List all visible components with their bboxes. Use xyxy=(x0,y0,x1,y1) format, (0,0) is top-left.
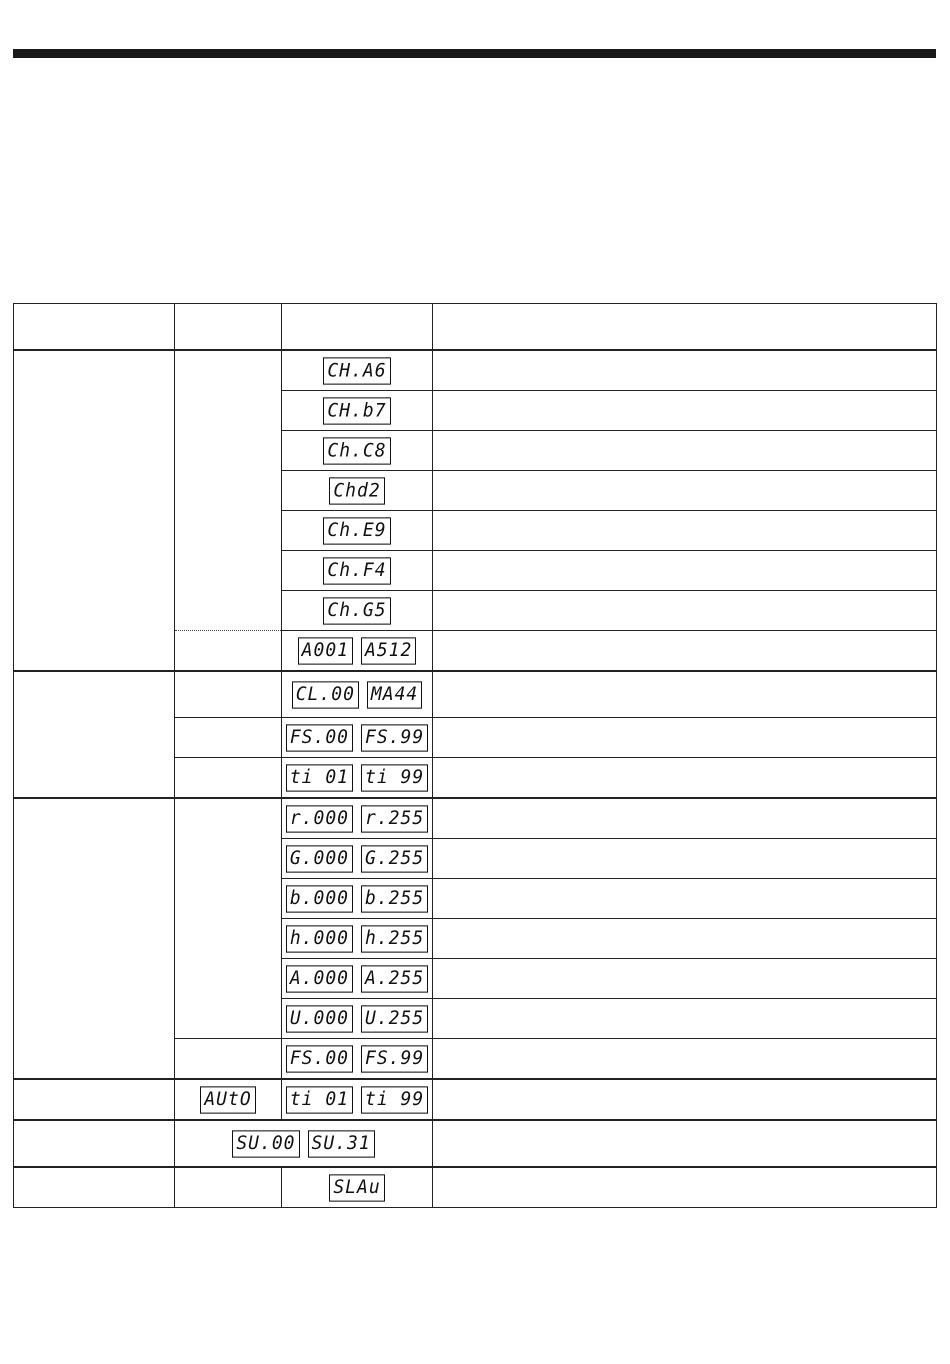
description-cell xyxy=(433,551,937,591)
header-cell-4 xyxy=(433,304,937,351)
lcd-display: ti 01 xyxy=(286,764,353,791)
description-cell xyxy=(433,631,937,672)
display-cell xyxy=(282,551,433,591)
group-5-cell xyxy=(14,1120,175,1167)
lcd-display: CH.b7 xyxy=(323,397,390,424)
header-cell-1 xyxy=(14,304,175,351)
table-row xyxy=(14,1167,937,1208)
display-cell xyxy=(282,879,433,919)
description-cell xyxy=(433,839,937,879)
table-row xyxy=(14,798,937,839)
group-1-sub-cell-2 xyxy=(175,631,282,672)
lcd-display: ti 01 xyxy=(286,1086,353,1113)
lcd-display: FS.00 xyxy=(286,724,353,751)
description-cell xyxy=(433,1079,937,1120)
lcd-display: FS.00 xyxy=(286,1045,353,1072)
description-cell xyxy=(433,471,937,511)
lcd-display: SU.00 xyxy=(232,1130,299,1157)
group-2-sub-cell xyxy=(175,758,282,799)
display-cell xyxy=(282,919,433,959)
display-cell xyxy=(175,1120,433,1167)
display-cell xyxy=(282,591,433,631)
auto-cell xyxy=(175,1079,282,1120)
table-header-row xyxy=(14,304,937,351)
display-cell xyxy=(282,798,433,839)
lcd-display: Ch.C8 xyxy=(323,437,390,464)
display-cell xyxy=(282,511,433,551)
description-cell xyxy=(433,718,937,758)
description-cell xyxy=(433,671,937,718)
description-cell xyxy=(433,999,937,1039)
lcd-display: ti 99 xyxy=(361,764,428,791)
lcd-display: ti 99 xyxy=(361,1086,428,1113)
display-cell xyxy=(282,350,433,391)
description-cell xyxy=(433,959,937,999)
description-cell xyxy=(433,1167,937,1208)
group-6-cell xyxy=(14,1167,175,1208)
group-1-cell xyxy=(14,350,175,671)
display-cell xyxy=(282,391,433,431)
description-cell xyxy=(433,758,937,799)
lcd-display: AUtO xyxy=(200,1086,255,1113)
group-3-sub-cell-2 xyxy=(175,1039,282,1080)
display-cell xyxy=(282,471,433,511)
header-cell-3 xyxy=(282,304,433,351)
lcd-display: r.000 xyxy=(286,805,353,832)
lcd-display: CH.A6 xyxy=(323,357,390,384)
lcd-display: Ch.E9 xyxy=(323,517,390,544)
table-row xyxy=(14,1079,937,1120)
lcd-display: FS.99 xyxy=(361,1045,428,1072)
lcd-display: CL.00 xyxy=(292,681,359,708)
description-cell xyxy=(433,431,937,471)
description-cell xyxy=(433,350,937,391)
description-cell xyxy=(433,1120,937,1167)
description-cell xyxy=(433,798,937,839)
table-row xyxy=(14,350,937,391)
group-1-sub-cell xyxy=(175,350,282,631)
table-row xyxy=(14,671,937,718)
display-cell xyxy=(282,671,433,718)
group-2-cell xyxy=(14,671,175,798)
header-cell-2 xyxy=(175,304,282,351)
lcd-display: h.000 xyxy=(286,925,353,952)
group-6-sub-cell xyxy=(175,1167,282,1208)
lcd-display: A512 xyxy=(361,637,416,664)
menu-table xyxy=(13,303,937,1208)
group-3-cell xyxy=(14,798,175,1079)
display-cell xyxy=(282,839,433,879)
group-2-sub-cell xyxy=(175,718,282,758)
description-cell xyxy=(433,879,937,919)
lcd-display: SU.31 xyxy=(308,1130,375,1157)
lcd-display: SLAu xyxy=(329,1174,384,1201)
top-rule xyxy=(13,49,936,58)
group-2-sub-cell xyxy=(175,671,282,718)
display-cell xyxy=(282,1079,433,1120)
lcd-display: h.255 xyxy=(361,925,428,952)
description-cell xyxy=(433,391,937,431)
lcd-display: G.000 xyxy=(286,845,353,872)
group-4-cell xyxy=(14,1079,175,1120)
lcd-display: Ch.G5 xyxy=(323,597,390,624)
lcd-display: Ch.F4 xyxy=(323,557,390,584)
display-cell xyxy=(282,631,433,672)
lcd-display: A001 xyxy=(298,637,353,664)
description-cell xyxy=(433,511,937,551)
table-row xyxy=(14,1120,937,1167)
description-cell xyxy=(433,1039,937,1080)
lcd-display: G.255 xyxy=(361,845,428,872)
lcd-display: FS.99 xyxy=(361,724,428,751)
display-cell xyxy=(282,758,433,799)
description-cell xyxy=(433,591,937,631)
display-cell xyxy=(282,431,433,471)
lcd-display: b.000 xyxy=(286,885,353,912)
lcd-display: U.255 xyxy=(361,1005,428,1032)
lcd-display: b.255 xyxy=(361,885,428,912)
description-cell xyxy=(433,919,937,959)
display-cell xyxy=(282,1167,433,1208)
lcd-display: MA44 xyxy=(367,681,422,708)
display-cell xyxy=(282,959,433,999)
lcd-display: Chd2 xyxy=(329,477,384,504)
display-cell xyxy=(282,999,433,1039)
lcd-display: A.255 xyxy=(361,965,428,992)
lcd-display: r.255 xyxy=(361,805,428,832)
lcd-display: A.000 xyxy=(286,965,353,992)
lcd-display: U.000 xyxy=(286,1005,353,1032)
display-cell xyxy=(282,718,433,758)
display-cell xyxy=(282,1039,433,1080)
group-3-sub-cell xyxy=(175,798,282,1039)
